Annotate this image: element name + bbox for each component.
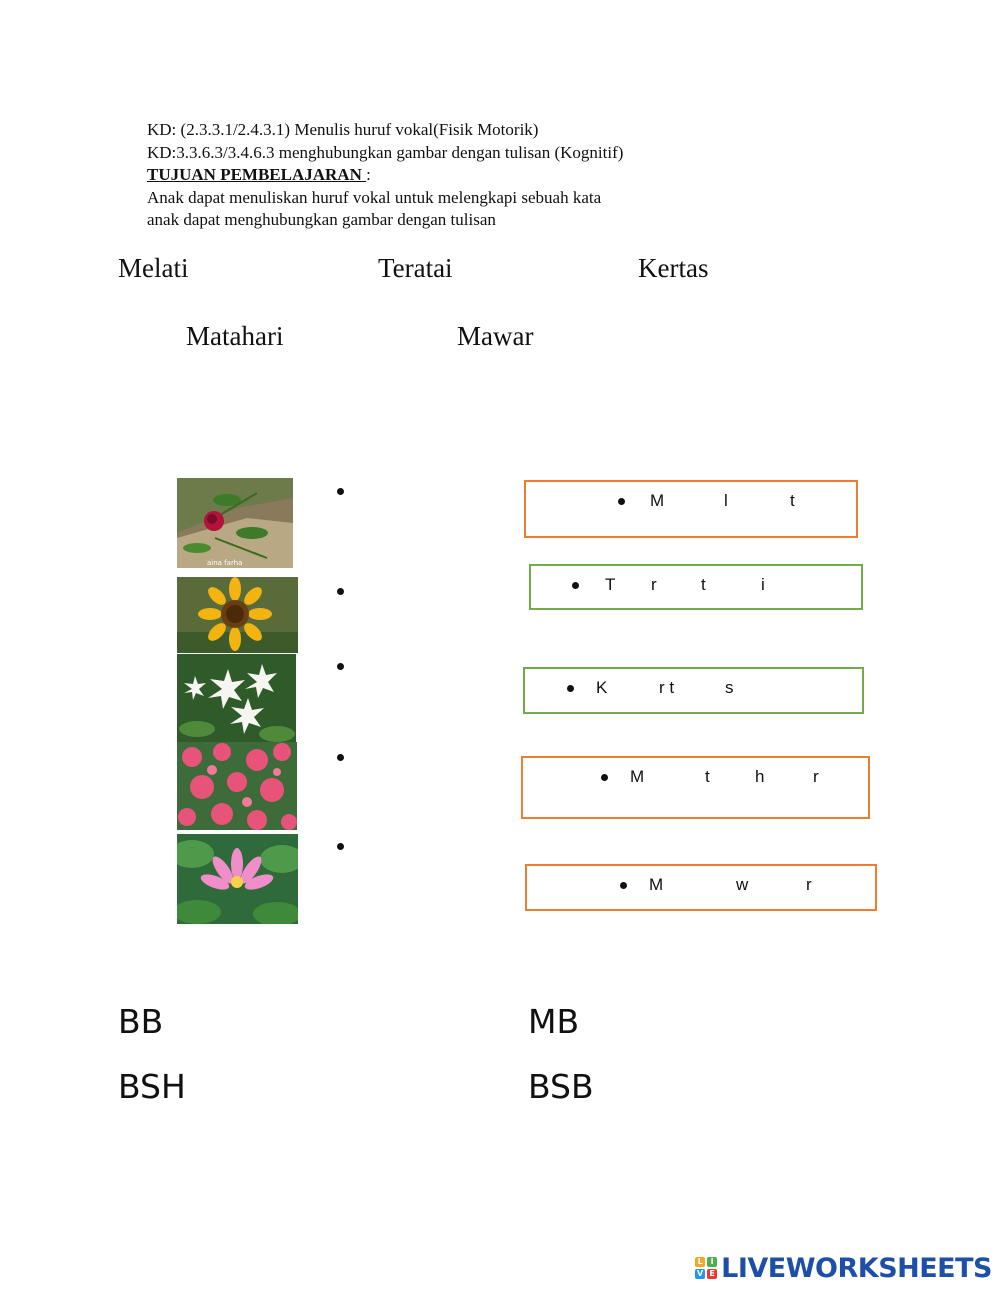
objective-line-1: Anak dapat menuliskan huruf vokal untuk melengkapi sebuah kata bbox=[147, 187, 602, 207]
answer-box-kertas[interactable] bbox=[523, 667, 864, 714]
letter-hint: T bbox=[605, 575, 616, 594]
lotus-photo-icon bbox=[177, 834, 298, 924]
assessment-mb[interactable]: MB bbox=[528, 1002, 580, 1041]
learning-objectives bbox=[147, 119, 623, 232]
word-bank-item[interactable]: Mawar bbox=[457, 321, 534, 351]
letter-hint: M bbox=[650, 491, 665, 510]
letter-hint: h bbox=[755, 767, 765, 786]
match-dot[interactable] bbox=[337, 843, 344, 850]
match-dot[interactable] bbox=[337, 588, 344, 595]
letter-hint: w bbox=[736, 875, 749, 894]
bullet-dot bbox=[572, 582, 579, 589]
letter-hint: M bbox=[630, 767, 645, 786]
logo-cube-letter: E bbox=[707, 1269, 717, 1279]
letter-hint: M bbox=[649, 875, 664, 894]
tujuan-heading bbox=[147, 164, 623, 187]
bullet-dot bbox=[601, 774, 608, 781]
letter-hint: r bbox=[806, 875, 812, 894]
rose-photo-icon bbox=[177, 478, 293, 568]
answer-box-melati[interactable] bbox=[524, 480, 858, 538]
bullet-dot bbox=[567, 685, 574, 692]
word-bank-item[interactable]: Matahari bbox=[186, 321, 284, 351]
assessment-bsb[interactable]: BSB bbox=[528, 1067, 594, 1106]
match-dot[interactable] bbox=[337, 663, 344, 670]
match-dot[interactable] bbox=[337, 754, 344, 761]
letter-hint: r bbox=[651, 575, 657, 594]
bullet-dot bbox=[620, 882, 627, 889]
letter-hint: t bbox=[701, 575, 706, 594]
word-bank-item[interactable]: Teratai bbox=[378, 253, 453, 283]
logo-cube-letter: I bbox=[707, 1257, 717, 1267]
letter-hint: r bbox=[813, 767, 819, 786]
photo-caption: aina farha bbox=[207, 559, 243, 567]
sunflower-photo-icon bbox=[177, 577, 298, 653]
tujuan-title: TUJUAN PEMBELAJARAN bbox=[147, 165, 367, 184]
logo-cube-icon bbox=[695, 1257, 717, 1279]
letter-hint: t bbox=[705, 767, 710, 786]
letter-hint: t bbox=[790, 491, 795, 510]
match-dot[interactable] bbox=[337, 488, 344, 495]
word-bank-item[interactable]: Kertas bbox=[638, 253, 709, 283]
bullet-dot bbox=[618, 498, 625, 505]
bougainvillea-photo-icon bbox=[177, 742, 297, 830]
letter-hint: i bbox=[761, 575, 765, 594]
jasmine-photo-icon bbox=[177, 654, 296, 742]
kd-line-1: KD: (2.3.3.1/2.4.3.1) Menulis huruf vokal(Fisik Motorik) bbox=[147, 120, 539, 139]
letter-hint: s bbox=[725, 678, 734, 697]
letter-hint: l bbox=[724, 491, 728, 510]
logo-cube-letter: V bbox=[697, 1269, 704, 1278]
logo-cube-letter: L bbox=[695, 1257, 705, 1267]
assessment-bb[interactable]: BB bbox=[118, 1002, 164, 1041]
objective-line-2: anak dapat menghubungkan gambar dengan tulisan bbox=[147, 210, 496, 229]
kd-line-2: KD:3.3.6.3/3.4.6.3 menghubungkan gambar dengan tulisan (Kognitif) bbox=[147, 142, 624, 162]
answer-box-matahari[interactable] bbox=[521, 756, 870, 819]
word-bank-item[interactable]: Melati bbox=[118, 253, 189, 283]
letter-hint: r t bbox=[659, 678, 675, 697]
answer-box-mawar[interactable] bbox=[525, 864, 877, 911]
logo-text: LIVEWORKSHEETS bbox=[721, 1252, 992, 1284]
assessment-bsh[interactable]: BSH bbox=[118, 1067, 186, 1106]
tujuan-colon: : bbox=[366, 165, 371, 184]
letter-hint: K bbox=[596, 678, 608, 697]
answer-box-teratai[interactable] bbox=[529, 564, 863, 610]
liveworksheets-logo bbox=[695, 1251, 992, 1285]
